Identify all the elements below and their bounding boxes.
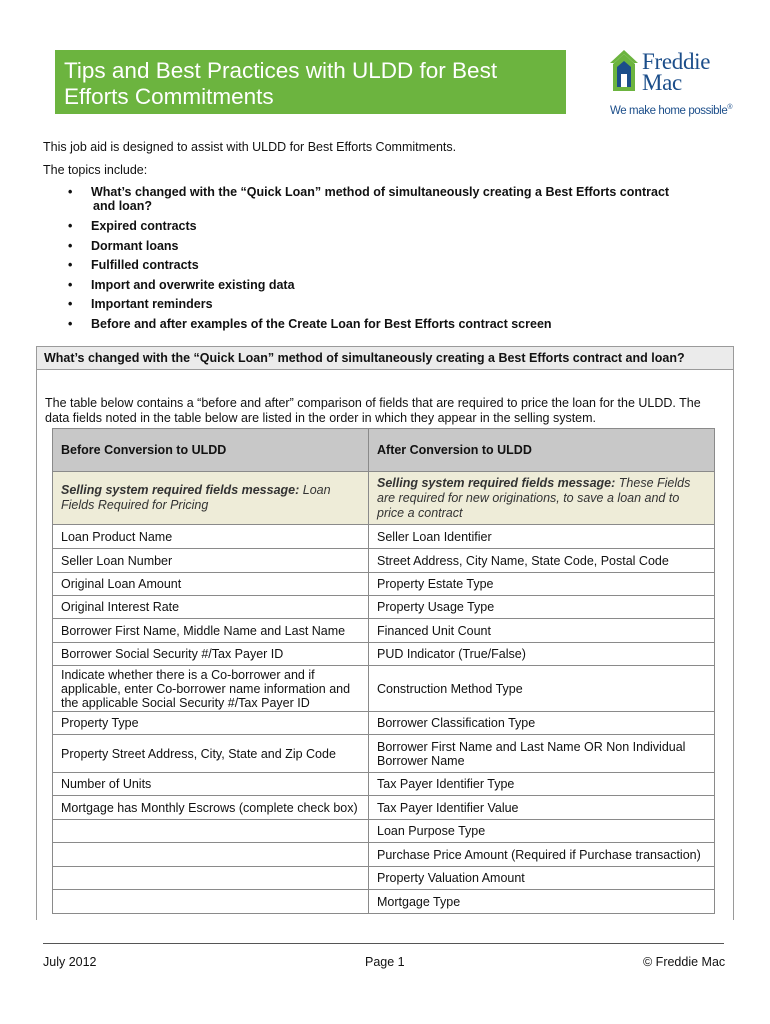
list-item: • Import and overwrite existing data (66, 278, 669, 292)
table-row (53, 666, 715, 712)
logo-tagline-text: We make home possible (610, 104, 728, 117)
message-before-label: Selling system required fields message: (61, 483, 300, 497)
cell-after: Property Estate Type (369, 573, 715, 596)
table-row (53, 820, 715, 843)
list-item: • Expired contracts (66, 219, 669, 233)
table-header-row (53, 429, 715, 472)
cell-after: Tax Payer Identifier Value (369, 796, 715, 820)
cell-before: Original Loan Amount (53, 573, 369, 596)
list-item: • Fulfilled contracts (66, 258, 669, 272)
cell-after: Seller Loan Identifier (369, 525, 715, 549)
table-row (53, 619, 715, 643)
cell-after: Borrower Classification Type (369, 712, 715, 735)
table-row (53, 596, 715, 619)
intro-text: This job aid is designed to assist with ULDD for Best Efforts Commitments. (43, 140, 457, 154)
table-row (53, 890, 715, 914)
topic-1-line-2: and loan? (93, 199, 153, 213)
cell-before: Number of Units (53, 773, 369, 796)
logo-tagline (610, 104, 732, 117)
list-item: • Dormant loans (66, 239, 669, 253)
topics-list (66, 185, 669, 336)
list-item: • Important reminders (66, 297, 669, 311)
table-row (53, 573, 715, 596)
message-before-text: Loan Fields Required for Pricing (61, 483, 331, 512)
cell-after: Borrower First Name and Last Name OR Non Individual Borrower Name (369, 735, 715, 773)
table-row (53, 867, 715, 890)
section-heading: What’s changed with the “Quick Loan” method of simultaneously creating a Best Efforts contract and loan? (36, 346, 734, 370)
document-title (55, 50, 566, 114)
message-row (53, 472, 715, 525)
header-before: Before Conversion to ULDD (53, 429, 369, 472)
document-title-line-1: Tips and Best Practices with ULDD for Best (64, 58, 498, 83)
list-item (66, 185, 669, 213)
cell-before: Borrower Social Security #/Tax Payer ID (53, 643, 369, 666)
cell-before (53, 890, 369, 914)
cell-after: Property Usage Type (369, 596, 715, 619)
footer-page-number: Page 1 (365, 955, 405, 969)
footer-copyright: © Freddie Mac (643, 955, 726, 969)
footer-date: July 2012 (43, 955, 97, 969)
message-after (369, 472, 715, 525)
cell-before: Indicate whether there is a Co-borrower and if applicable, enter Co-borrower name information and the applicable Social Security #/Tax Payer ID (53, 666, 369, 712)
freddie-mac-logo (609, 49, 734, 121)
table-row (53, 843, 715, 867)
cell-after: Financed Unit Count (369, 619, 715, 643)
footer-divider (43, 943, 724, 944)
table-row (53, 643, 715, 666)
cell-after: PUD Indicator (True/False) (369, 643, 715, 666)
cell-before (53, 843, 369, 867)
cell-before: Mortgage has Monthly Escrows (complete check box) (53, 796, 369, 820)
logo-word-mac: Mac (642, 70, 682, 95)
cell-before (53, 867, 369, 890)
registered-mark: ® (727, 104, 733, 111)
cell-after: Property Valuation Amount (369, 867, 715, 890)
cell-before: Seller Loan Number (53, 549, 369, 573)
message-after-label: Selling system required fields message: (377, 475, 616, 490)
cell-after: Purchase Price Amount (Required if Purchase transaction) (369, 843, 715, 867)
logo-word-freddie: Freddie (642, 49, 711, 74)
cell-after: Loan Purpose Type (369, 820, 715, 843)
table-row (53, 796, 715, 820)
table-row (53, 525, 715, 549)
header-after: After Conversion to ULDD (369, 429, 715, 472)
cell-after: Construction Method Type (369, 666, 715, 712)
comparison-table (52, 428, 715, 914)
cell-before: Borrower First Name, Middle Name and Last Name (53, 619, 369, 643)
cell-before: Property Type (53, 712, 369, 735)
section-description: The table below contains a “before and after” comparison of fields that are required to price the loan for the ULDD. The data fields noted in the table below are listed in the order in which they appear in the selling system. (45, 396, 701, 425)
cell-after: Tax Payer Identifier Type (369, 773, 715, 796)
cell-after: Street Address, City Name, State Code, Postal Code (369, 549, 715, 573)
message-after-text: These Fields are required for new originations, to save a loan and to price a contract (377, 475, 691, 520)
house-logo-icon (609, 49, 639, 93)
cell-before: Loan Product Name (53, 525, 369, 549)
topics-intro: The topics include: (43, 163, 148, 177)
document-title-line-2: Efforts Commitments (64, 84, 274, 109)
cell-before: Original Interest Rate (53, 596, 369, 619)
cell-after: Mortgage Type (369, 890, 715, 914)
cell-before: Property Street Address, City, State and Zip Code (53, 735, 369, 773)
cell-before (53, 820, 369, 843)
message-before (53, 472, 369, 525)
list-item: • Before and after examples of the Create Loan for Best Efforts contract screen (66, 317, 669, 331)
topic-1-line-1: What’s changed with the “Quick Loan” method of simultaneously creating a Best Efforts contract (91, 185, 670, 199)
table-row (53, 712, 715, 735)
table-row (53, 549, 715, 573)
table-row (53, 735, 715, 773)
table-row (53, 773, 715, 796)
